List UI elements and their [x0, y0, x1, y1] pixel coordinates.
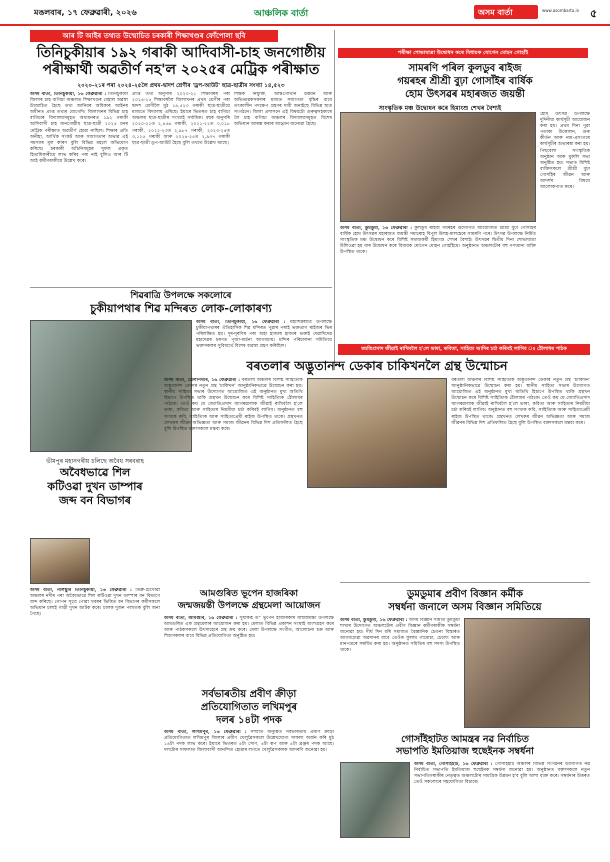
site-url: www.asombarta.in [542, 8, 580, 13]
gosainhat-headline-line-2: সভাপতি ইমতিয়াজ হুছেইনক সম্বৰ্ধনা [396, 746, 534, 757]
gosainhat-headline-line-1: গোসাঁইহাটত আমন্ত্ৰৰ নৱ নিৰ্বাচিত [401, 734, 529, 745]
section-divider [340, 582, 590, 583]
paper-name: অসম বাৰ্তা [478, 8, 513, 17]
science-photo [464, 618, 590, 728]
gosainhat-byline: অসম বাৰ্তা, গোসাঁইহাট, ১৬ ফেব্ৰুৱাৰী : [414, 762, 493, 767]
namghar-text: কুলডুব ৰাইজ গয়ৰহৰ উদ্যোগত আয়োজিত শ্ৰীশ্ৰী বুঢ়া গোসাঁইৰ বাৰ্ষিক হোম উৎসৱৰ মহাৰজত জয়ন্তী সমাৰোহ বিপুল উলহ-মালহেৰে সামৰণি পৰে। উৎসৱ উপলক্ষে নিৰ্মিত সাংস্কৃতিক মঞ্চ উদ্বোধন কৰে বিশিষ্ট সমাজকৰ্মী হিমাংশু শেখৰ বৈশ্যই। উৎসৱৰ দ্বিতীয় দিনা শোভাযাত্ৰা উলিওৱা হয় যাৰ উদ্বোধন কৰে বিধায়ক যোগেন মোহন গোহাঁইয়ে। অনুষ্ঠানত অঞ্চলটোৰ বহু গণ্যমান্য ব্যক্তি উপস্থিত থাকে। [340, 226, 536, 256]
namghar-headline-line-3: হোম উৎসৱৰ মহাৰজত জয়ন্তী [405, 89, 525, 100]
sivaratri-byline: অসম বাৰ্তা, তিনিচুকীয়া, ১৬ ফেব্ৰুৱাৰী : [196, 320, 286, 325]
hazarika-headline [164, 588, 334, 612]
sports-byline: অসম বাৰ্তা, লখিমপুৰ, ১৬ ফেব্ৰুৱাৰী : [164, 730, 247, 735]
sports-headline [164, 688, 334, 727]
column-divider [334, 30, 335, 370]
namghar-photo [340, 112, 536, 222]
hazarika-text: সুধাকণ্ঠ ড° ভূপেন হাজৰিকাৰ জন্মজয়ন্তী উপলক্ষে আমগুৰিত এক গ্ৰন্থমেলাৰ আয়োজন কৰা হয়। মেলাত বিভিন্ন প্ৰকাশন সংস্থাই অংশগ্ৰহণ কৰে আৰু পাঠকসকলে উৎসাহেৰে গ্ৰন্থ ক্ৰয় কৰে। মেলা উপলক্ষে সংগীত, আলোচনা চক্ৰ আৰু শিশুসকলৰ বাবে বিভিন্ন প্ৰতিযোগিতা অনুষ্ঠিত হয়। [164, 616, 334, 640]
gosainhat-text: গোসাঁইহাট অঞ্চলৰ বিভিন্ন সংগঠনৰ উদ্যোগত নৱ নিৰ্বাচিত সভাপতি ইমতিয়াজ হুছেইনক সম্বৰ্ধনা জনোৱা হয়। অনুষ্ঠানত বক্তাসকলে নতুন সভাপতিগৰাকীৰ নেতৃত্বত অঞ্চলটোৰ সামগ্ৰিক উন্নয়ন হ'ব বুলি আশা ব্যক্ত কৰে। সম্বৰ্ধনাৰ উত্তৰত তেওঁ সকলোৰে সহযোগিতা বিচাৰে। [414, 762, 590, 786]
booklaunch-photo [307, 378, 448, 488]
dumper-headline-line-2: কটিওৱা দুখন ডাম্পাৰ [47, 480, 143, 493]
lead-headline-line-2: পৰীক্ষাৰ্থী অৱতীৰ্ণ নহ'ল ২০২৫ৰ মেট্ৰিক পৰীক্ষাত [42, 62, 320, 78]
right-green-bar: পৰীক্ষা শোভাযাত্ৰা উদ্বোধন কৰে বিধায়ক যোগেন মোহন গোহাঁই [338, 48, 588, 58]
sivaratri-headline [30, 290, 332, 316]
booklaunch-body [164, 378, 590, 578]
namghar-headline [340, 62, 590, 101]
dumper-byline: অসম বাৰ্তা, নলিছুৰি তিনিচুকীয়া, ১৬ ফেব্ৰুৱাৰী : [30, 588, 132, 593]
gosainhat-body [414, 762, 590, 838]
dumper-body [30, 588, 160, 838]
sivaratri-text: মহাশিৱৰাত্ৰি উপলক্ষে চুকীয়াপথাৰৰ ঐতিহাসিক শিৱ মন্দিৰত পুৱাৰ পৰাই ভক্তপ্ৰাণ ৰাইজৰ ভিৰ পৰিলক্ষিত হয়। দূৰ-দূৰণিৰ পৰা অহা হাজাৰ হাজাৰ ভক্তই দেৱাদিদেৱ মহাদেৱৰ চৰণত পূজা-অৰ্চনা আগবঢ়ায়। মন্দিৰ পৰিচালনা সমিতিয়ে ভক্তসকলৰ সুবিধাৰ্থে বিশেষ ব্যৱস্থা গ্ৰহণ কৰিছিল। [196, 320, 332, 350]
sports-body [164, 730, 334, 840]
booklaunch-text-2: বৰতলা অঞ্চলৰ বিশিষ্ট সাহিত্যিক অদ্ভুতানন্দ ডেকাৰ নতুন গ্ৰন্থ 'চাকিখন' আনুষ্ঠানিকভাৱে উন্মোচন কৰা হয়। স্থানীয় সাহিত্য সভাৰ উদ্যোগত আয়োজিত এই অনুষ্ঠানত মুখ্য অতিথি হিচাপে উপস্থিত থাকি গ্ৰন্থখন উন্মোচন কৰে বিশিষ্ট সাহিত্যিক ঠৌলাধৰ পাঠকে। তেওঁ কয় যে জ্যোতিপ্ৰসাদ আগৰৱালাক জীৱাই ৰাখিবলৈ হ'লে ভাষা, কবিতা আৰু সাহিত্যৰ নিয়মীয়া চৰ্চা কৰিবই লাগিব। অনুষ্ঠানত বহু সংখ্যক কবি, সাহিত্যিক আৰু সাহিত্যপ্ৰেমী ৰাইজ উপস্থিত থাকে। গ্ৰন্থখনত লেখকৰ জীৱন অভিজ্ঞতা আৰু সমাজ জীৱনৰ বিভিন্ন দিশ প্ৰতিফলিত হৈছে বুলি উপস্থিত বক্তাসকলে মন্তব্য কৰে। [451, 378, 591, 426]
section-label: আঞ্চলিক বাৰ্তা [254, 9, 309, 19]
booklaunch-text: বৰতলা অঞ্চলৰ বিশিষ্ট সাহিত্যিক অদ্ভুতানন্দ ডেকাৰ নতুন গ্ৰন্থ 'চাকিখন' আনুষ্ঠানিকভাৱে উন্মোচন কৰা হয়। স্থানীয় সাহিত্য সভাৰ উদ্যোগত আয়োজিত এই অনুষ্ঠানত মুখ্য অতিথি হিচাপে উপস্থিত থাকি গ্ৰন্থখন উন্মোচন কৰে বিশিষ্ট সাহিত্যিক ঠৌলাধৰ পাঠকে। তেওঁ কয় যে জ্যোতিপ্ৰসাদ আগৰৱালাক জীৱাই ৰাখিবলৈ হ'লে ভাষা, কবিতা আৰু সাহিত্যৰ নিয়মীয়া চৰ্চা কৰিবই লাগিব। অনুষ্ঠানত বহু সংখ্যক কবি, সাহিত্যিক আৰু সাহিত্যপ্ৰেমী ৰাইজ উপস্থিত থাকে। গ্ৰন্থখনত লেখকৰ জীৱন অভিজ্ঞতা আৰু সমাজ জীৱনৰ বিভিন্ন দিশ প্ৰতিফলিত হৈছে বুলি উপস্থিত বক্তাসকলে মন্তব্য কৰে। [164, 378, 303, 432]
science-headline [340, 588, 590, 614]
namghar-side-text: হোম উৎসৱ উপলক্ষে দুদিনীয়া কাৰ্যসূচী আয়োজন কৰা হয়। প্ৰথম দিনা পুৱা পতাকা উত্তোলন, গুৰু কীৰ্তন আৰু নাম-প্ৰসংগৰে কাৰ্যসূচীৰ শুভাৰম্ভ কৰা হয়। পিছবেলা সাংস্কৃতিক অনুষ্ঠান আৰু মুকলি সভা অনুষ্ঠিত হয়। সভাত বিশিষ্ট ব্যক্তিসকলে শ্ৰীশ্ৰী বুঢ়া গোসাঁইৰ জীৱন আৰু আদৰ্শৰ বিষয়ে আলোকপাত কৰে। [540, 112, 590, 191]
booklaunch-byline: অসম বাৰ্তা, ডেলাপথাৰ, ১৬ ফেব্ৰুৱাৰী : [164, 378, 240, 383]
science-headline-line-2: সম্বৰ্ধনা জনালে অসম বিজ্ঞান সমিতিয়ে [388, 602, 542, 613]
lead-headline-line-1: তিনিচুকীয়াৰ ১৯২ গৰাকী আদিবাসী-চাহ জনগোষ্ঠীয় [36, 45, 326, 61]
namghar-headline-line-1: সামৰণি পৰিল কুলডুব ৰাইজ [408, 63, 522, 74]
hazarika-headline-line-1: আমগুৰিত ভূপেন হাজৰিকা [200, 589, 298, 599]
paper-logo-icon [474, 5, 538, 19]
dumper-text: ডিব্ৰু-চৈখোৱা অঞ্চলৰ নদীৰ পৰা অবৈধভাৱে শিল কটিওৱা দুখন ডাম্পাৰ বন বিভাগে জব্দ কৰিছে। গোপন সূত্ৰে পোৱা খবৰৰ ভিত্তিত বন বিভাগৰ কৰ্মীসকলে অভিযান চলাই গাড়ী দুখন আটক কৰে। চালক দুজন পলাতক বুলি জনা গৈছে। [30, 588, 160, 618]
namghar-subhead: সাংস্কৃতিক মঞ্চ উদ্বোধন কৰে হিমাংশু শেখৰ বৈশ্যই [378, 105, 502, 112]
sports-headline-line-1: সৰ্বভাৰতীয় প্ৰবীণ ক্ৰীড়া [201, 689, 297, 700]
dumper-photo [30, 538, 90, 584]
namghar-headline-line-2: গয়ৰহৰ শ্ৰীশ্ৰী বুঢ়া গোসাঁইৰ বাৰ্ষিক [397, 76, 533, 87]
lead-subhead: ২০২০-২১ৰ পৰা ২০২৪-২৫লৈ প্ৰথম-দ্বাদশ শ্ৰেণীৰ 'ড্ৰপ-আউট' ছাত্ৰ-ছাত্ৰীৰ সংখ্যা ১৪,৫২৩ [77, 83, 285, 89]
masthead [0, 0, 610, 26]
science-byline: অসম বাৰ্তা, ডুমডুমা, ১৬ ফেব্ৰুৱাৰী : [340, 618, 408, 623]
science-text: অসম বিজ্ঞান সমিতি ডুমডুমা শাখাৰ উদ্যোগত অঞ্চলটোৰ প্ৰবীণ বিজ্ঞান কৰ্মীগৰাকীক সম্বৰ্ধনা জনোৱা হয়। দীৰ্ঘ দিন ধৰি সমাজত বৈজ্ঞানিক চেতনা বিস্তাৰত আগবঢ়োৱা অৱদানৰ বাবে তেওঁক ফুলাম গামোচা, চেলেং আৰু মানপত্ৰৰে সম্বৰ্ধিত কৰা হয়। অনুষ্ঠানত সমিতিৰ বহু সদস্য উপস্থিত থাকে। [340, 618, 460, 654]
booklaunch-headline: বৰতলাৰ অদ্ভুতানন্দ ডেকাৰ চাকিখনলৈ গ্ৰন্থ উন্মোচন [246, 358, 508, 373]
hazarika-body [164, 616, 334, 686]
masthead-date: মঙলবাৰ, ১৭ ফেব্ৰুৱাৰী, ২০২৬ [34, 8, 137, 17]
namghar-byline: অসম বাৰ্তা, ডুমডুমা, ১৬ ফেব্ৰুৱাৰী : [340, 226, 412, 231]
sports-text: সম্প্ৰতি অনুষ্ঠিত সৰ্বভাৰতীয় প্ৰবীণ ক্ৰীড়া প্ৰতিযোগিতাত লখিমপুৰ জিলাৰ প্ৰবীণ খেলুৱৈসকলে উল্লেখযোগ্য সাফল্য অৰ্জন কৰি মুঠ ১৪টা পদক লাভ কৰে। ইয়াৰে ভিতৰত ৫টা সোণ, ৪টা ৰূপ আৰু ৫টা ব্ৰঞ্জৰ পদক আছে। দলটোৰ সাফল্যত জিলাবাসী আনন্দিত হোৱাৰ লগতে খেলুৱৈসকলক আদৰণি জনোৱা হয়। [164, 730, 334, 754]
page-number: ৫ [590, 7, 598, 20]
lead-body [30, 92, 332, 284]
section-divider [30, 287, 332, 288]
sivaratri-headline-line-2: চুকীয়াপথাৰ শিৱ মন্দিৰত লোক-লোকাৰণ্য [90, 302, 272, 315]
jyotiprasad-bar: জ্যতিপ্ৰসাদ জীৱাই ৰাখিবলৈ হ'লে ভাষা, কবিতা, সাহিত্য আদিৰ চৰ্চা কৰিবই লাগিব ঃ ঠৌলাধৰ পাঠক [338, 344, 590, 355]
gosainhat-headline [340, 734, 590, 758]
lead-byline: অসম বাৰ্তা, তিনিচুকীয়া, ১৬ ফেব্ৰুৱাৰী : [30, 92, 107, 97]
lead-body-1: তিনিচুকীয়া জিলাৰ চাহ বাগিচা অঞ্চলত শিক্ষাখণ্ডৰ বেহাল অৱস্থা উন্মোচিত হৈছে তথ্য জানিবৰ অধিকাৰ আইনৰ অধীনত প্ৰাপ্ত তথ্যৰ যোগেদি। জিলাখনৰ বিভিন্ন চাহ বাগিচাৰ বিদ্যালয়সমূহত অধ্যয়নৰত ১৯২ গৰাকী আদিবাসী চাহ জনগোষ্ঠীয় ছাত্ৰ-ছাত্ৰী ২০২৫ চনৰ মেট্ৰিক পৰীক্ষাত অৱতীৰ্ণ হোৱা নাছিল। শিক্ষাৰ প্ৰতি অনীহা, আৰ্থিক সংকট আৰু সজাগতাৰ অভাৱ এই সমস্যাৰ মূল কাৰণ বুলি বিভিন্ন মহলে অভিযোগ কৰিছে। চৰকাৰী আঁচনিসমূহৰ সুফল প্ৰকৃত হিতাধিকাৰীয়ে লাভ কৰিব পৰা নাই বুলিও আৰ টি আই কৰ্মীগৰাকীয়ে উল্লেখ কৰে। [30, 92, 128, 165]
dumper-headline-line-1: অবৈধভাৱে শিল [59, 466, 131, 479]
lead-headline [30, 45, 332, 79]
top-red-bar: আৰ টি আইৰ তথ্যত উন্মোচিত চৰকাৰী শিক্ষাখণ্ডৰ ফোঁপোলা ছবি [30, 30, 278, 42]
hazarika-headline-line-2: জন্মজয়ন্তী উপলক্ষে গ্ৰন্থমেলা আয়োজন [177, 601, 321, 611]
namghar-side-col [540, 112, 590, 340]
science-headline-line-1: ডুমডুমাৰ প্ৰবীণ বিজ্ঞান কৰ্মীক [406, 589, 523, 600]
dumper-story [30, 458, 160, 508]
science-body [340, 618, 460, 728]
namghar-body [340, 226, 536, 340]
sports-headline-line-2: প্ৰতিযোগিতাত লখিমপুৰ [200, 702, 298, 713]
hazarika-byline: অসম বাৰ্তা, আমগুৰি, ১৬ ফেব্ৰুৱাৰী : [164, 616, 238, 621]
sports-headline-line-3: দলৰ ১৪টা পদক [216, 715, 282, 726]
lead-body-2: প্ৰাপ্ত তথ্য অনুসৰি ২০২০-২১ শিক্ষাবৰ্ষৰ পৰা ২০২৪-২৫ শিক্ষাবৰ্ষলৈ জিলাখনৰ প্ৰথম শ্ৰেণীৰ পৰা দ্বাদশ শ্ৰেণীলৈ মুঠ ১৪,৫২৩ গৰাকী ছাত্ৰ-ছাত্ৰীয়ে মাজতে বিদ্যালয় এৰিছে। ইয়াৰে ভিতৰত চাহ বাগিচা অঞ্চলৰ ছাত্ৰ-ছাত্ৰীৰ সংখ্যাই সৰ্বাধিক। বছৰ অনুসৰি ২০২০-২১ত ২,৪৫৬ গৰাকী, ২০২১-২২ত ৩,০১৮ গৰাকী, ২০২২-২৩ত ২,৯৮৭ গৰাকী, ২০২৩-২৪ত ৩,১২৫ গৰাকী আৰু ২০২৪-২৫ত ২,৯৩৭ গৰাকী ছাত্ৰ-ছাত্ৰী ড্ৰপ-আউট হৈছে বুলি তথ্যত উল্লেখ আছে। [132, 92, 230, 146]
dumper-headline-line-3: জব্দ বন বিভাগৰ [59, 494, 131, 507]
lead-body-3: শিক্ষক নিযুক্তি, আন্তঃগাঁথনি উন্নয়ন আৰু অভিভাৱকসকলৰ মাজত সজাগতা বৃদ্ধিৰ বাবে তৎকালীন পদক্ষেপ গ্ৰহণৰ দাবী জনাইছে বিভিন্ন ছাত্ৰ সংগঠনে। জিলা প্ৰশাসনে এই বিষয়টো গুৰুত্বসহকাৰে লৈ চাহ বাগিচা অঞ্চলৰ বিদ্যালয়সমূহত বিশেষ অভিযান আৰম্ভ কৰাৰ আহ্বান জনোৱা হৈছে। [234, 92, 332, 128]
sivaratri-headline-line-1: শিৱৰাত্ৰি উপলক্ষে সকলোৰে [130, 291, 232, 301]
dumper-kicker: ভীমপুৰ মহানগৰীয় চলিছে অবৈধ সৰবৰাহ [46, 458, 144, 465]
gosainhat-photo [340, 762, 410, 838]
